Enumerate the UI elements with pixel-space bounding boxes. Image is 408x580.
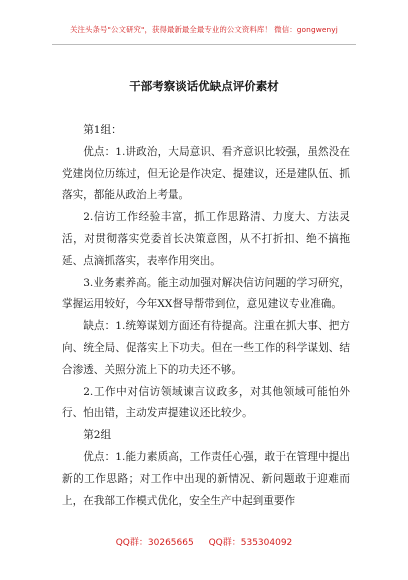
document-body <box>62 120 350 512</box>
paragraph-weakness-2: 2.工作中对信访领域谏言议政多，对其他领域可能怕外行、怕出错，主动发声提建议还比较少。 <box>62 385 350 420</box>
footer-contact <box>0 535 408 548</box>
header-divider <box>52 44 356 45</box>
footer-qq-group-1: QQ群：30265665 <box>115 538 194 548</box>
paragraph-strength-2: 2.信访工作经验丰富，抓工作思路清、力度大、方法灵活，对贯彻落实党委首长决策意图，从不打折扣、绝不搞拖延、点滴抓落实，表率作用突出。 <box>62 211 350 267</box>
document-title: 干部考察谈话优缺点评价素材 <box>129 79 279 93</box>
paragraph-group-2-heading: 第2组 <box>83 429 112 442</box>
paragraph-group-2-strength-1: 优点：1.能力素质高，工作责任心强，敢于在管理中提出新的工作思路；对工作中出现的新情况、新问题敢于迎难而上，在我部工作模式优化，安全生产中起到重要作 <box>62 450 350 507</box>
paragraph-group-1-heading: 第1组： <box>83 124 122 136</box>
footer-qq-group-2: QQ群：535304092 <box>208 538 293 548</box>
header-banner: 关注头条号"公文研究"，获得最新最全最专业的公文资料库！ 微信：gongwenyj <box>70 25 338 34</box>
paragraph-weakness-1: 缺点：1.统筹谋划方面还有待提高。注重在抓大事、把方向、统全局、促落实上下功夫。但在一些工作的科学谋划、结合渗透、关照分流上下的功夫还不够。 <box>62 320 350 376</box>
paragraph-strength-3: 3.业务素养高。能主动加强对解决信访问题的学习研究，掌握运用较好，今年XX督导帮带到位，意见建议专业准确。 <box>62 276 350 311</box>
paragraph-strength-1: 优点：1.讲政治，大局意识、看齐意识比较强，虽然没在党建岗位历练过，但无论是作决定、提建议，还是建队伍、抓落实，都能从政治上考量。 <box>62 145 350 202</box>
